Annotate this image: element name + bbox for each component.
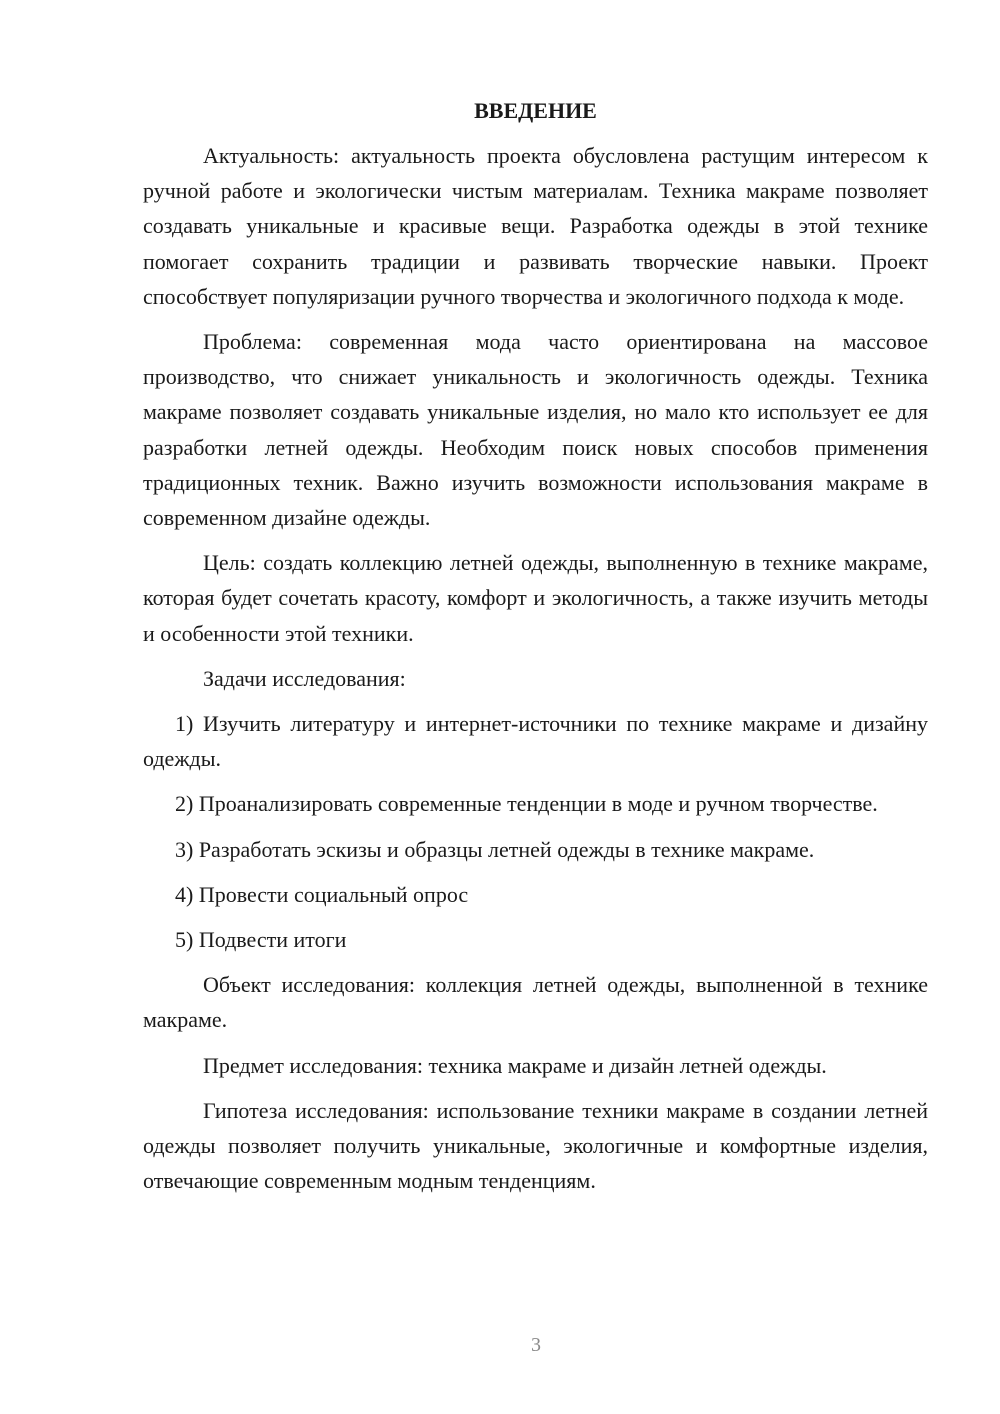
page-title: ВВЕДЕНИЕ — [474, 98, 597, 123]
paragraph-tasks-heading: Задачи исследования: — [203, 665, 406, 691]
page-number: 3 — [531, 1334, 541, 1356]
paragraph-problem: Проблема: современная мода часто ориентирована на массовое производство, что снижает уникальность и экологичность одежды. Техника макраме позволяет создавать уникальные изделия, но мало кто использует ее для разработки летней одежды. Необходим поиск новых способов применения традиционных техник. Важно изучить возможности использования макраме в современном дизайне одежды. — [143, 329, 928, 531]
paragraph-relevance: Актуальность: актуальность проекта обусловлена растущим интересом к ручной работе и экологически чистым материалам. Техника макраме позволяет создавать уникальные и красивые вещи. Разработка одежды в этой технике помогает сохранить традиции и развивать творческие навыки. Проект способствует популяризации ручного творчества и экологичного подхода к моде. — [143, 143, 928, 309]
paragraph-goal: Цель: создать коллекцию летней одежды, выполненную в технике макраме, которая будет сочетать красоту, комфорт и экологичность, а также изучить методы и особенности этой техники. — [143, 550, 928, 646]
paragraph-hypothesis: Гипотеза исследования: использование техники макраме в создании летней одежды позволяет получить уникальные, экологичные и комфортные изделия, отвечающие современным модным тенденциям. — [143, 1097, 928, 1194]
paragraph-object: Объект исследования: коллекция летней одежды, выполненной в технике макраме. — [143, 972, 928, 1033]
task-item-5: 5) Подвести итоги — [175, 927, 347, 953]
task-item-3: 3) Разработать эскизы и образцы летней одежды в технике макраме. — [175, 836, 815, 862]
paragraph-subject: Предмет исследования: техника макраме и дизайн летней одежды. — [203, 1052, 827, 1078]
task-item-4: 4) Провести социальный опрос — [175, 881, 469, 907]
task-item-2: 2) Проанализировать современные тенденции в моде и ручном творчестве. — [175, 791, 878, 817]
document-page — [143, 93, 928, 1198]
task-item-1: 1) Изучить литературу и интернет-источники по технике макраме и дизайну одежды. — [143, 711, 928, 772]
